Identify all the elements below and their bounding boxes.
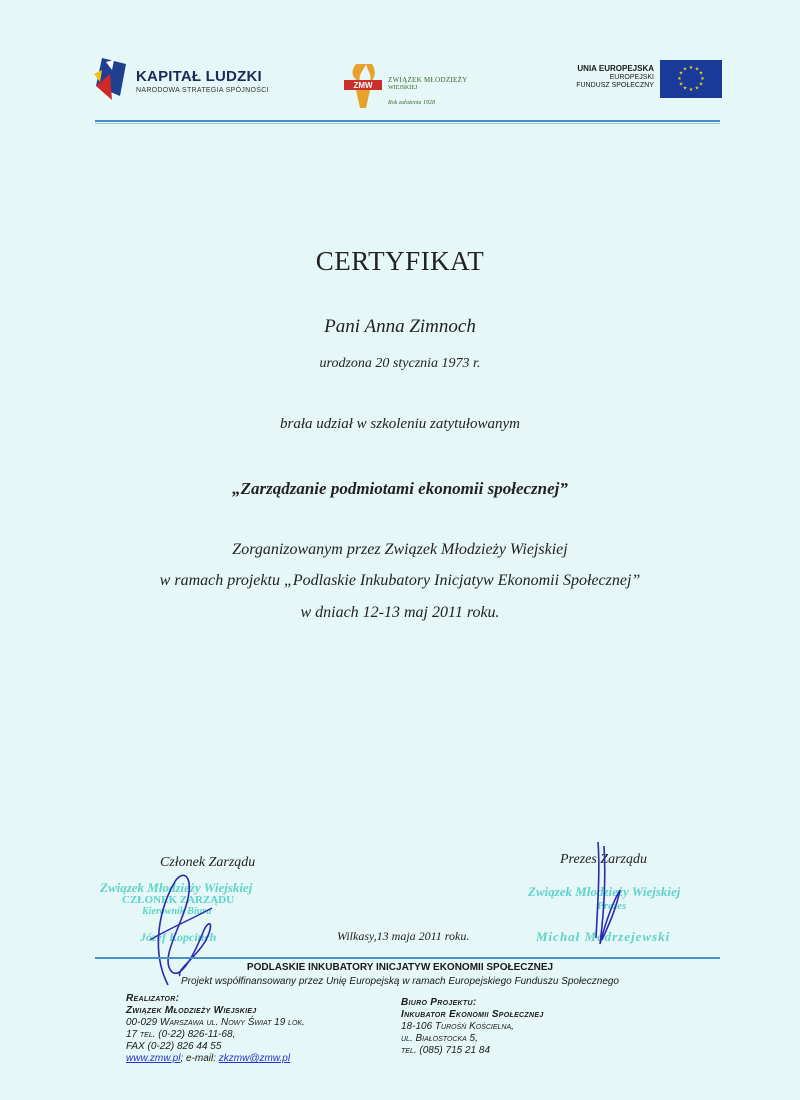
- realizator-contact: [126, 1053, 305, 1065]
- left-stamp-line-2: CZŁONEK ZARZĄDU: [122, 894, 235, 906]
- kapital-ludzki-icon: [92, 56, 130, 102]
- place-date: Wilkasy,13 maja 2011 roku.: [337, 929, 470, 943]
- zmw-logo: [342, 60, 482, 115]
- participation-text: brała udział w szkoleniu zatytułowanym: [280, 416, 520, 432]
- biuro-block: [401, 997, 544, 1057]
- right-stamp-line-2: Prezes: [597, 900, 627, 912]
- svg-text:★: ★: [682, 85, 688, 92]
- realizator-block: [126, 993, 305, 1065]
- left-signature-title: Członek Zarządu: [160, 855, 256, 870]
- organizer-line-3: w dniach 12-13 maj 2011 roku.: [300, 604, 500, 621]
- header-divider-thin: [95, 123, 720, 124]
- torch-icon: [342, 60, 384, 110]
- recipient-name: Pani Anna Zimnoch: [324, 316, 476, 337]
- footer-title: PODLASKIE INKUBATORY INICJATYW EKONOMII SPOŁECZNEJ: [246, 962, 554, 973]
- zmw-name: ZWIĄZEK MŁODZIEŻY: [388, 76, 468, 84]
- biuro-org: Inkubator Ekonomii Społecznej: [401, 1009, 544, 1020]
- svg-text:★: ★: [698, 70, 704, 77]
- eu-text: [576, 64, 654, 89]
- svg-text:★: ★: [677, 76, 682, 82]
- realizator-heading: Realizator:: [126, 993, 180, 1004]
- header-divider: [95, 120, 720, 122]
- realizator-fax: FAX (0-22) 826 44 55: [126, 1041, 222, 1052]
- right-signature-title: Prezes Zarządu: [560, 852, 647, 867]
- zmw-badge: ZMW: [353, 81, 373, 90]
- right-stamp-name: Michał Modrzejewski: [536, 929, 671, 944]
- zmw-founded: Rok założenia 1928: [388, 100, 435, 106]
- eu-line-3: FUNDUSZ SPOŁECZNY: [576, 82, 654, 89]
- right-stamp-line-1: Związek Młodzieży Wiejskiej: [528, 884, 681, 899]
- svg-text:★: ★: [688, 87, 694, 93]
- left-stamp-name: Józef Kopciuch: [140, 930, 217, 944]
- footer-subtitle: Projekt współfinansowany przez Unię Europejską w ramach Europejskiego Funduszu Społecznego: [180, 976, 619, 987]
- email-label: ; e-mail:: [180, 1053, 219, 1064]
- course-title: „Zarządzanie podmiotami ekonomii społecznej”: [232, 479, 568, 498]
- biuro-address-1: 18-106 Turośń Kościelna,: [401, 1021, 514, 1032]
- realizator-address: 00-029 Warszawa ul. Nowy Świat 19 lok.: [126, 1017, 305, 1028]
- svg-text:★: ★: [678, 81, 684, 88]
- kapital-ludzki-subtitle: NARODOWA STRATEGIA SPÓJNOŚCI: [136, 87, 269, 94]
- eu-flag-icon: [660, 60, 722, 98]
- zmw-name-2: WIEJSKIEJ: [388, 85, 418, 91]
- biuro-phone: tel. (085) 715 21 84: [401, 1045, 491, 1056]
- svg-text:★: ★: [682, 66, 688, 73]
- eu-line-1: UNIA EUROPEJSKA: [577, 64, 654, 73]
- biuro-address-2: ul. Białostocka 5,: [401, 1033, 478, 1044]
- svg-text:★: ★: [700, 76, 705, 82]
- footer-divider: [95, 957, 720, 959]
- biuro-heading: Biuro Projektu:: [401, 997, 477, 1008]
- eu-line-2: EUROPEJSKI: [609, 74, 654, 81]
- realizator-phone: 17 tel. (0-22) 826-11-68,: [126, 1029, 236, 1040]
- svg-text:★: ★: [688, 65, 694, 71]
- website-link[interactable]: www.zmw.pl: [126, 1053, 181, 1064]
- svg-text:★: ★: [694, 85, 700, 92]
- left-stamp-line-1: Związek Młodzieży Wiejskiej: [100, 880, 253, 895]
- organizer-line-1: Zorganizowanym przez Związek Młodzieży Wiejskiej: [232, 541, 568, 558]
- email-link[interactable]: zkzmw@zmw.pl: [218, 1053, 291, 1064]
- organizer-line-2: w ramach projektu „Podlaskie Inkubatory Inicjatyw Ekonomii Społecznej”: [159, 572, 641, 589]
- kapital-ludzki-name: KAPITAŁ LUDZKI: [136, 68, 262, 85]
- certificate-title: CERTYFIKAT: [315, 246, 485, 276]
- kapital-ludzki-logo: [92, 56, 282, 104]
- birth-date: urodzona 20 stycznia 1973 r.: [319, 356, 481, 371]
- svg-text:★: ★: [694, 66, 700, 73]
- eu-logo: [560, 60, 722, 100]
- svg-text:★: ★: [698, 81, 704, 88]
- realizator-org: Związek Młodzieży Wiejskiej: [126, 1005, 257, 1016]
- left-stamp-line-3: Kierownik Biura: [142, 906, 212, 917]
- svg-text:★: ★: [678, 70, 684, 77]
